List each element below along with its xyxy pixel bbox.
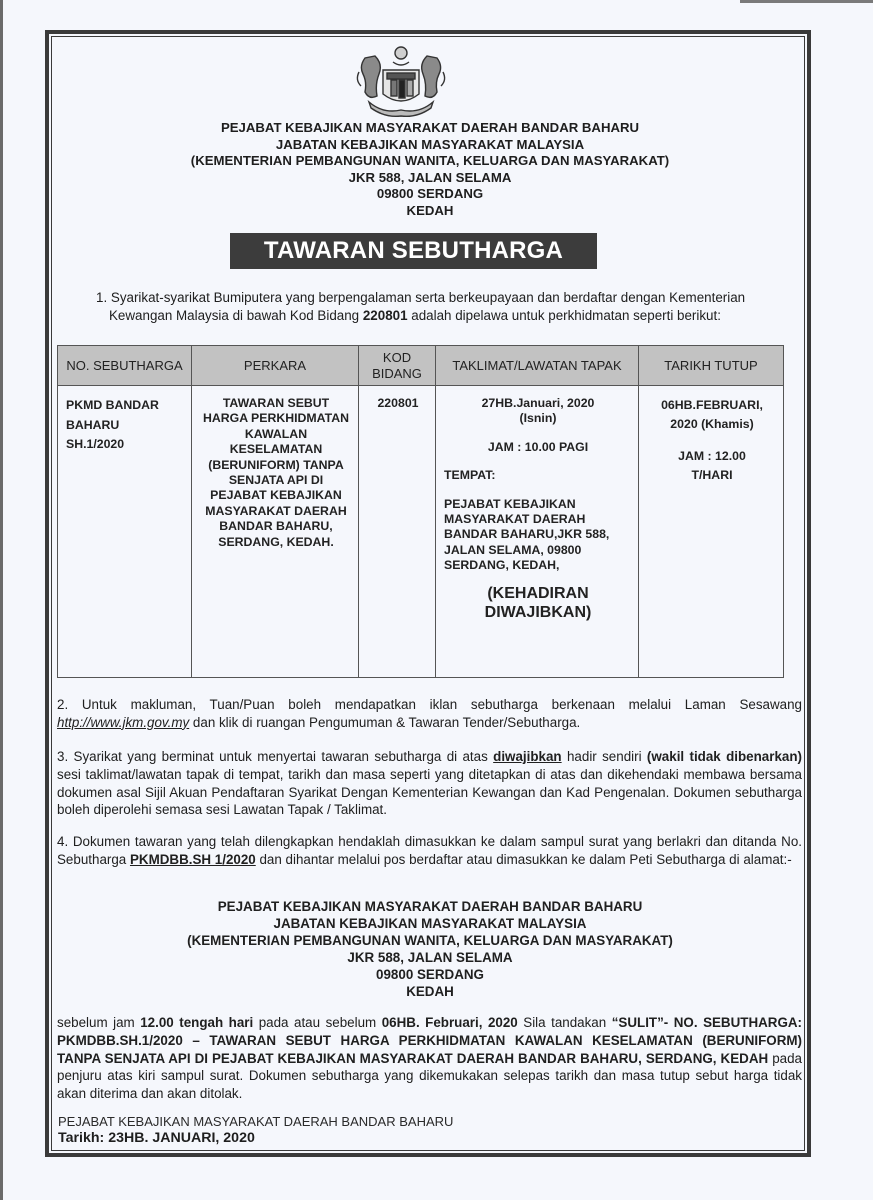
cell-no-sebutharga (58, 386, 192, 678)
para3-text-a: 3. Syarikat yang berminat untuk menyertai tawaran sebutharga di atas (57, 749, 494, 764)
header-perkara: PERKARA (192, 346, 359, 386)
paragraph-2 (57, 696, 802, 732)
kod-bidang-value: 220801 (377, 396, 419, 410)
quotation-table (57, 345, 784, 678)
address-line: KEDAH (406, 984, 454, 999)
address-line: (KEMENTERIAN PEMBANGUNAN WANITA, KELUARGA DAN MASYARAKAT) (187, 933, 673, 948)
para2-text-a: 2. Untuk makluman, Tuan/Puan boleh mendapatkan iklan sebutharga berkenaan melalui Laman Sesawang (57, 697, 802, 712)
para4-text-b: dan dihantar melalui pos berdaftar atau dimasukkan ke dalam Peti Sebutharga di alamat:- (255, 851, 792, 867)
no-sebutharga-value: PKMD BANDAR BAHARU SH.1/2020 (66, 398, 159, 451)
cell-taklimat (436, 386, 639, 678)
jkm-website-link[interactable]: http://www.jkm.gov.my (57, 714, 190, 730)
para1-text-c: adalah dipelawa untuk perkhidmatan seperti berikut: (407, 307, 721, 323)
envelope-label: “SULIT”- NO. SEBUTHARGA: PKMDBB.SH.1/2020 – TAWARAN SEBUT HARGA PERKHIDMATAN KAWALAN KESELAMATAN (BERUNIFORM) TANPA SENJATA API DI PEJABAT KEBAJIKAN MASYARAKAT DAERAH BANDAR BAHARU, SERDANG, KEDAH (57, 1015, 803, 1066)
letterhead-line: PEJABAT KEBAJIKAN MASYARAKAT DAERAH BANDAR BAHARU (220, 120, 640, 135)
taklimat-date: 27HB.Januari, 2020 (481, 396, 595, 410)
footer-date: Tarikh: 23HB. JANUARI, 2020 (58, 1130, 255, 1146)
para5-text-d: pada penjuru atas kiri sampul surat. Dokumen sebutharga yang dikemukakan selepas tarikh dan masa tutup sebut harga tidak akan diterima dan akan ditolak. (57, 1050, 803, 1102)
letterhead-line: JKR 588, JALAN SELAMA (348, 169, 512, 185)
para5-text-c: Sila tandakan (517, 1015, 612, 1030)
para1-text-b: Kewangan Malaysia di bawah Kod Bidang (109, 307, 363, 323)
closing-date: 06HB.FEBRUARI, 2020 (Khamis) (661, 398, 763, 431)
taklimat-time: JAM : 10.00 PAGI (487, 439, 589, 454)
malaysia-coat-of-arms-icon (353, 44, 449, 118)
no-representative-note: (wakil tidak dibenarkan) (646, 749, 802, 764)
para3-text-b: hadir sendiri (561, 749, 647, 764)
paragraph-1 (96, 289, 802, 324)
para5-text-a: sebelum jam (57, 1015, 141, 1030)
header-kod-bidang: KOD BIDANG (359, 346, 436, 386)
letterhead-line: JABATAN KEBAJIKAN MASYARAKAT MALAYSIA (275, 136, 585, 152)
table-row (58, 386, 784, 678)
mandatory-emphasis: diwajibkan (493, 749, 562, 764)
perkara-value: TAWARAN SEBUT HARGA PERKHIDMATAN KAWALAN KESELAMATAN (BERUNIFORM) TANPA SENJATA API DI PEJABAT KEBAJIKAN MASYARAKAT DAERAH BANDAR BAHARU, SERDANG, KEDAH. (203, 396, 349, 549)
letterhead-line: 09800 SERDANG (376, 186, 484, 202)
cell-perkara (192, 386, 359, 678)
taklimat-place: PEJABAT KEBAJIKAN MASYARAKAT DAERAH BANDAR BAHARU,JKR 588, JALAN SELAMA, 09800 SERDANG, KEDAH, (444, 496, 610, 573)
scan-edge (740, 0, 873, 3)
address-line: JKR 588, JALAN SELAMA (347, 950, 513, 965)
para2-text-b: dan klik di ruangan Pengumuman & Tawaran Tender/Sebutharga. (189, 714, 581, 730)
quotation-reference: PKMDBB.SH 1/2020 (129, 851, 256, 867)
address-line: 09800 SERDANG (376, 967, 484, 982)
header-taklimat: TAKLIMAT/LAWATAN TAPAK (436, 346, 639, 386)
cell-tarikh-tutup (639, 386, 784, 678)
header-no-sebutharga: NO. SEBUTHARGA (58, 346, 192, 386)
paragraph-4 (57, 833, 802, 869)
footer-office: PEJABAT KEBAJIKAN MASYARAKAT DAERAH BANDAR BAHARU (58, 1114, 454, 1129)
cell-kod-bidang (359, 386, 436, 678)
address-line: PEJABAT KEBAJIKAN MASYARAKAT DAERAH BANDAR BAHARU (217, 899, 643, 914)
closing-time: JAM : 12.00 T/HARI (678, 449, 746, 482)
paragraph-5 (57, 1014, 802, 1103)
letterhead-line: KEDAH (406, 202, 454, 218)
deadline-date: 06HB. Februari, 2020 (381, 1015, 518, 1030)
attendance-required-note: (KEHADIRAN DIWAJIBKAN) (484, 584, 592, 621)
para5-text-b: pada atau sebelum (253, 1015, 382, 1030)
taklimat-day: (Isnin) (519, 411, 557, 426)
scan-edge (0, 0, 3, 1200)
letterhead (60, 120, 800, 220)
address-line: JABATAN KEBAJIKAN MASYARAKAT MALAYSIA (273, 916, 587, 931)
para1-text-a: 1. Syarikat-syarikat Bumiputera yang berpengalaman serta berkeupayaan dan berdaftar dengan Kementerian (96, 290, 746, 305)
paragraph-3 (57, 748, 802, 819)
kod-bidang-highlight: 220801 (362, 307, 408, 323)
deadline-time: 12.00 tengah hari (140, 1015, 254, 1030)
submission-address (60, 898, 800, 1000)
para4-text-a: 4. Dokumen tawaran yang telah dilengkapkan hendaklah dimasukkan ke dalam sampul surat yang berlakri dan ditanda No. Sebutharga (57, 834, 802, 867)
letterhead-line: (KEMENTERIAN PEMBANGUNAN WANITA, KELUARGA DAN MASYARAKAT) (190, 153, 670, 169)
table-header-row (58, 346, 784, 386)
document-title-banner (230, 233, 597, 269)
taklimat-place-label: TEMPAT: (444, 468, 496, 483)
para1-line-2 (96, 307, 802, 325)
para3-text-c: sesi taklimat/lawatan tapak di tempat, tarikh dan masa seperti yang ditetapkan di atas dan dikehendaki membawa bersama dokumen asal Sijil Akuan Pendaftaran Syarikat Dengan Kementerian Kewangan dan Kad Pengenalan. Dokumen sebutharga boleh diperolehi semasa sesi Lawatan Tapak / Taklimat. (57, 766, 802, 818)
header-tarikh-tutup: TARIKH TUTUP (639, 346, 784, 386)
document-title: TAWARAN SEBUTHARGA (263, 237, 564, 264)
